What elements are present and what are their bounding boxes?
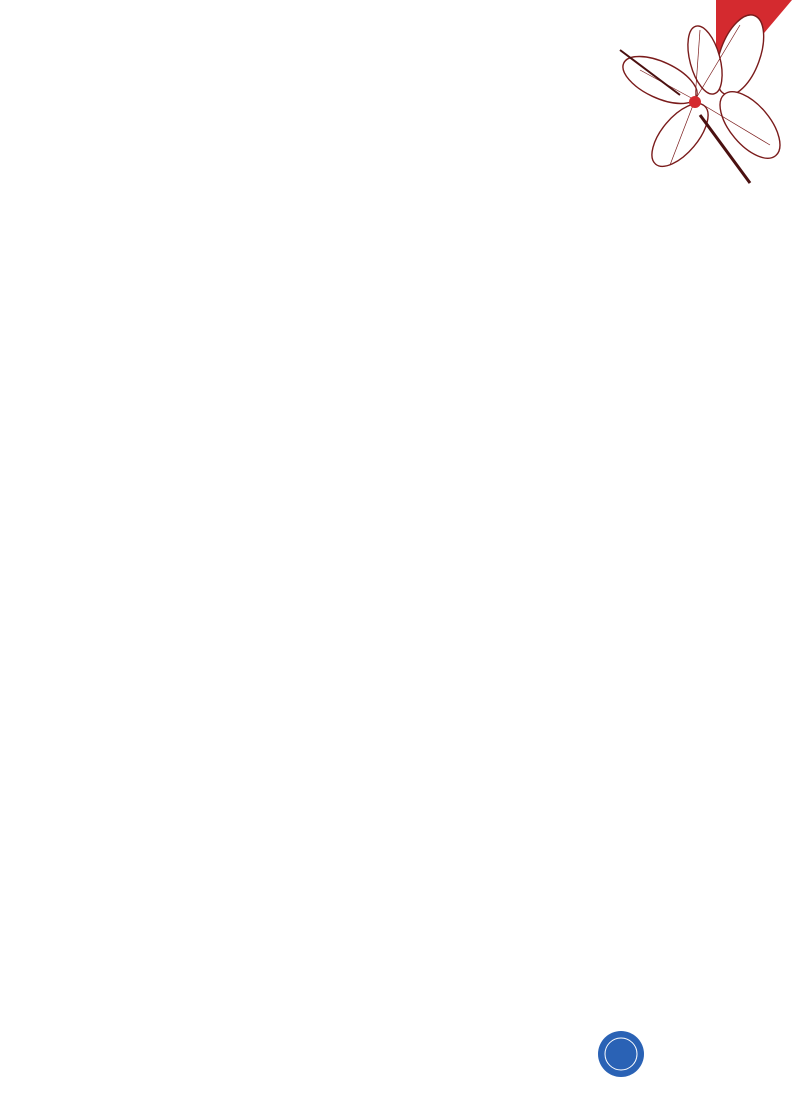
side-triangle-border: [716, 90, 792, 1120]
flower-icon: [600, 5, 790, 190]
qr-code-icon[interactable]: [575, 878, 665, 968]
skv-seal-icon: [597, 1030, 645, 1078]
